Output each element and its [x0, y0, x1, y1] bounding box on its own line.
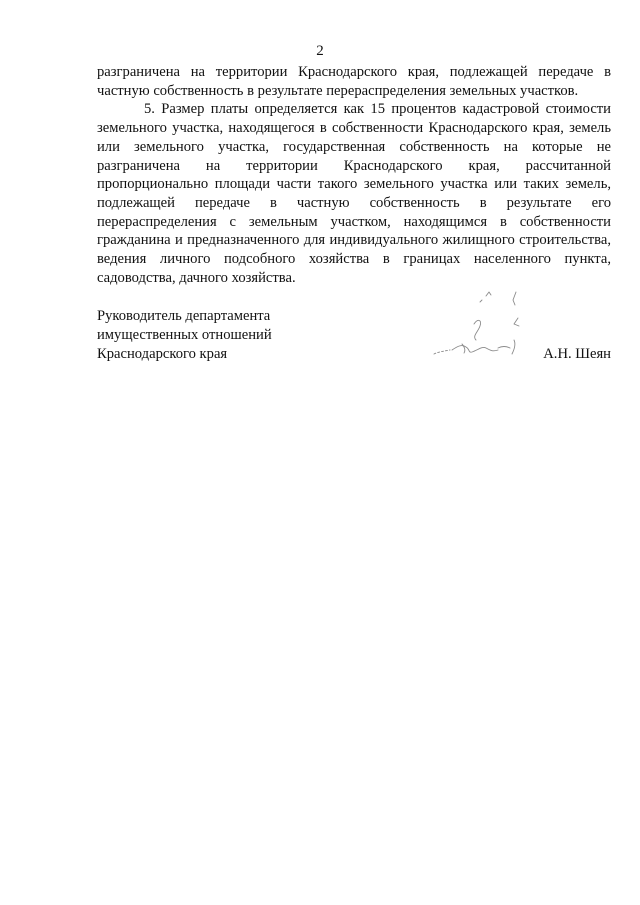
- signer-name: А.Н. Шеян: [543, 346, 611, 362]
- paragraph-item-5: 5. Размер платы определяется как 15 процентов кадастровой стоимости земельного участка, находящегося в собственности Краснодарского края, земель или земельного участка, государственная собственность на которые не разграничена на территории Краснодарского края, рассчитанной пропорционально площади части такого земельного участка или таких земель, подлежащей передаче в частную собственность в результате его перераспределения с земельным участком, находящимся в собственности гражданина и предназначенного для индивидуального жилищного строительства, ведения личного подсобного хозяйства в границах населенного пункта, садоводства, дачного хозяйства.: [97, 101, 611, 286]
- signer-title-line-3: Краснодарского края: [97, 346, 228, 362]
- page-number: 2: [316, 43, 324, 59]
- document-body: [97, 63, 611, 287]
- signature-block: [97, 307, 611, 364]
- signer-title-line-2: имущественных отношений: [97, 327, 272, 343]
- signer-title-line-1: Руководитель департамента: [97, 308, 271, 324]
- paragraph-continuation: разграничена на территории Краснодарского края, подлежащей передаче в частную собственность в результате перераспределения земельных участков.: [97, 64, 611, 99]
